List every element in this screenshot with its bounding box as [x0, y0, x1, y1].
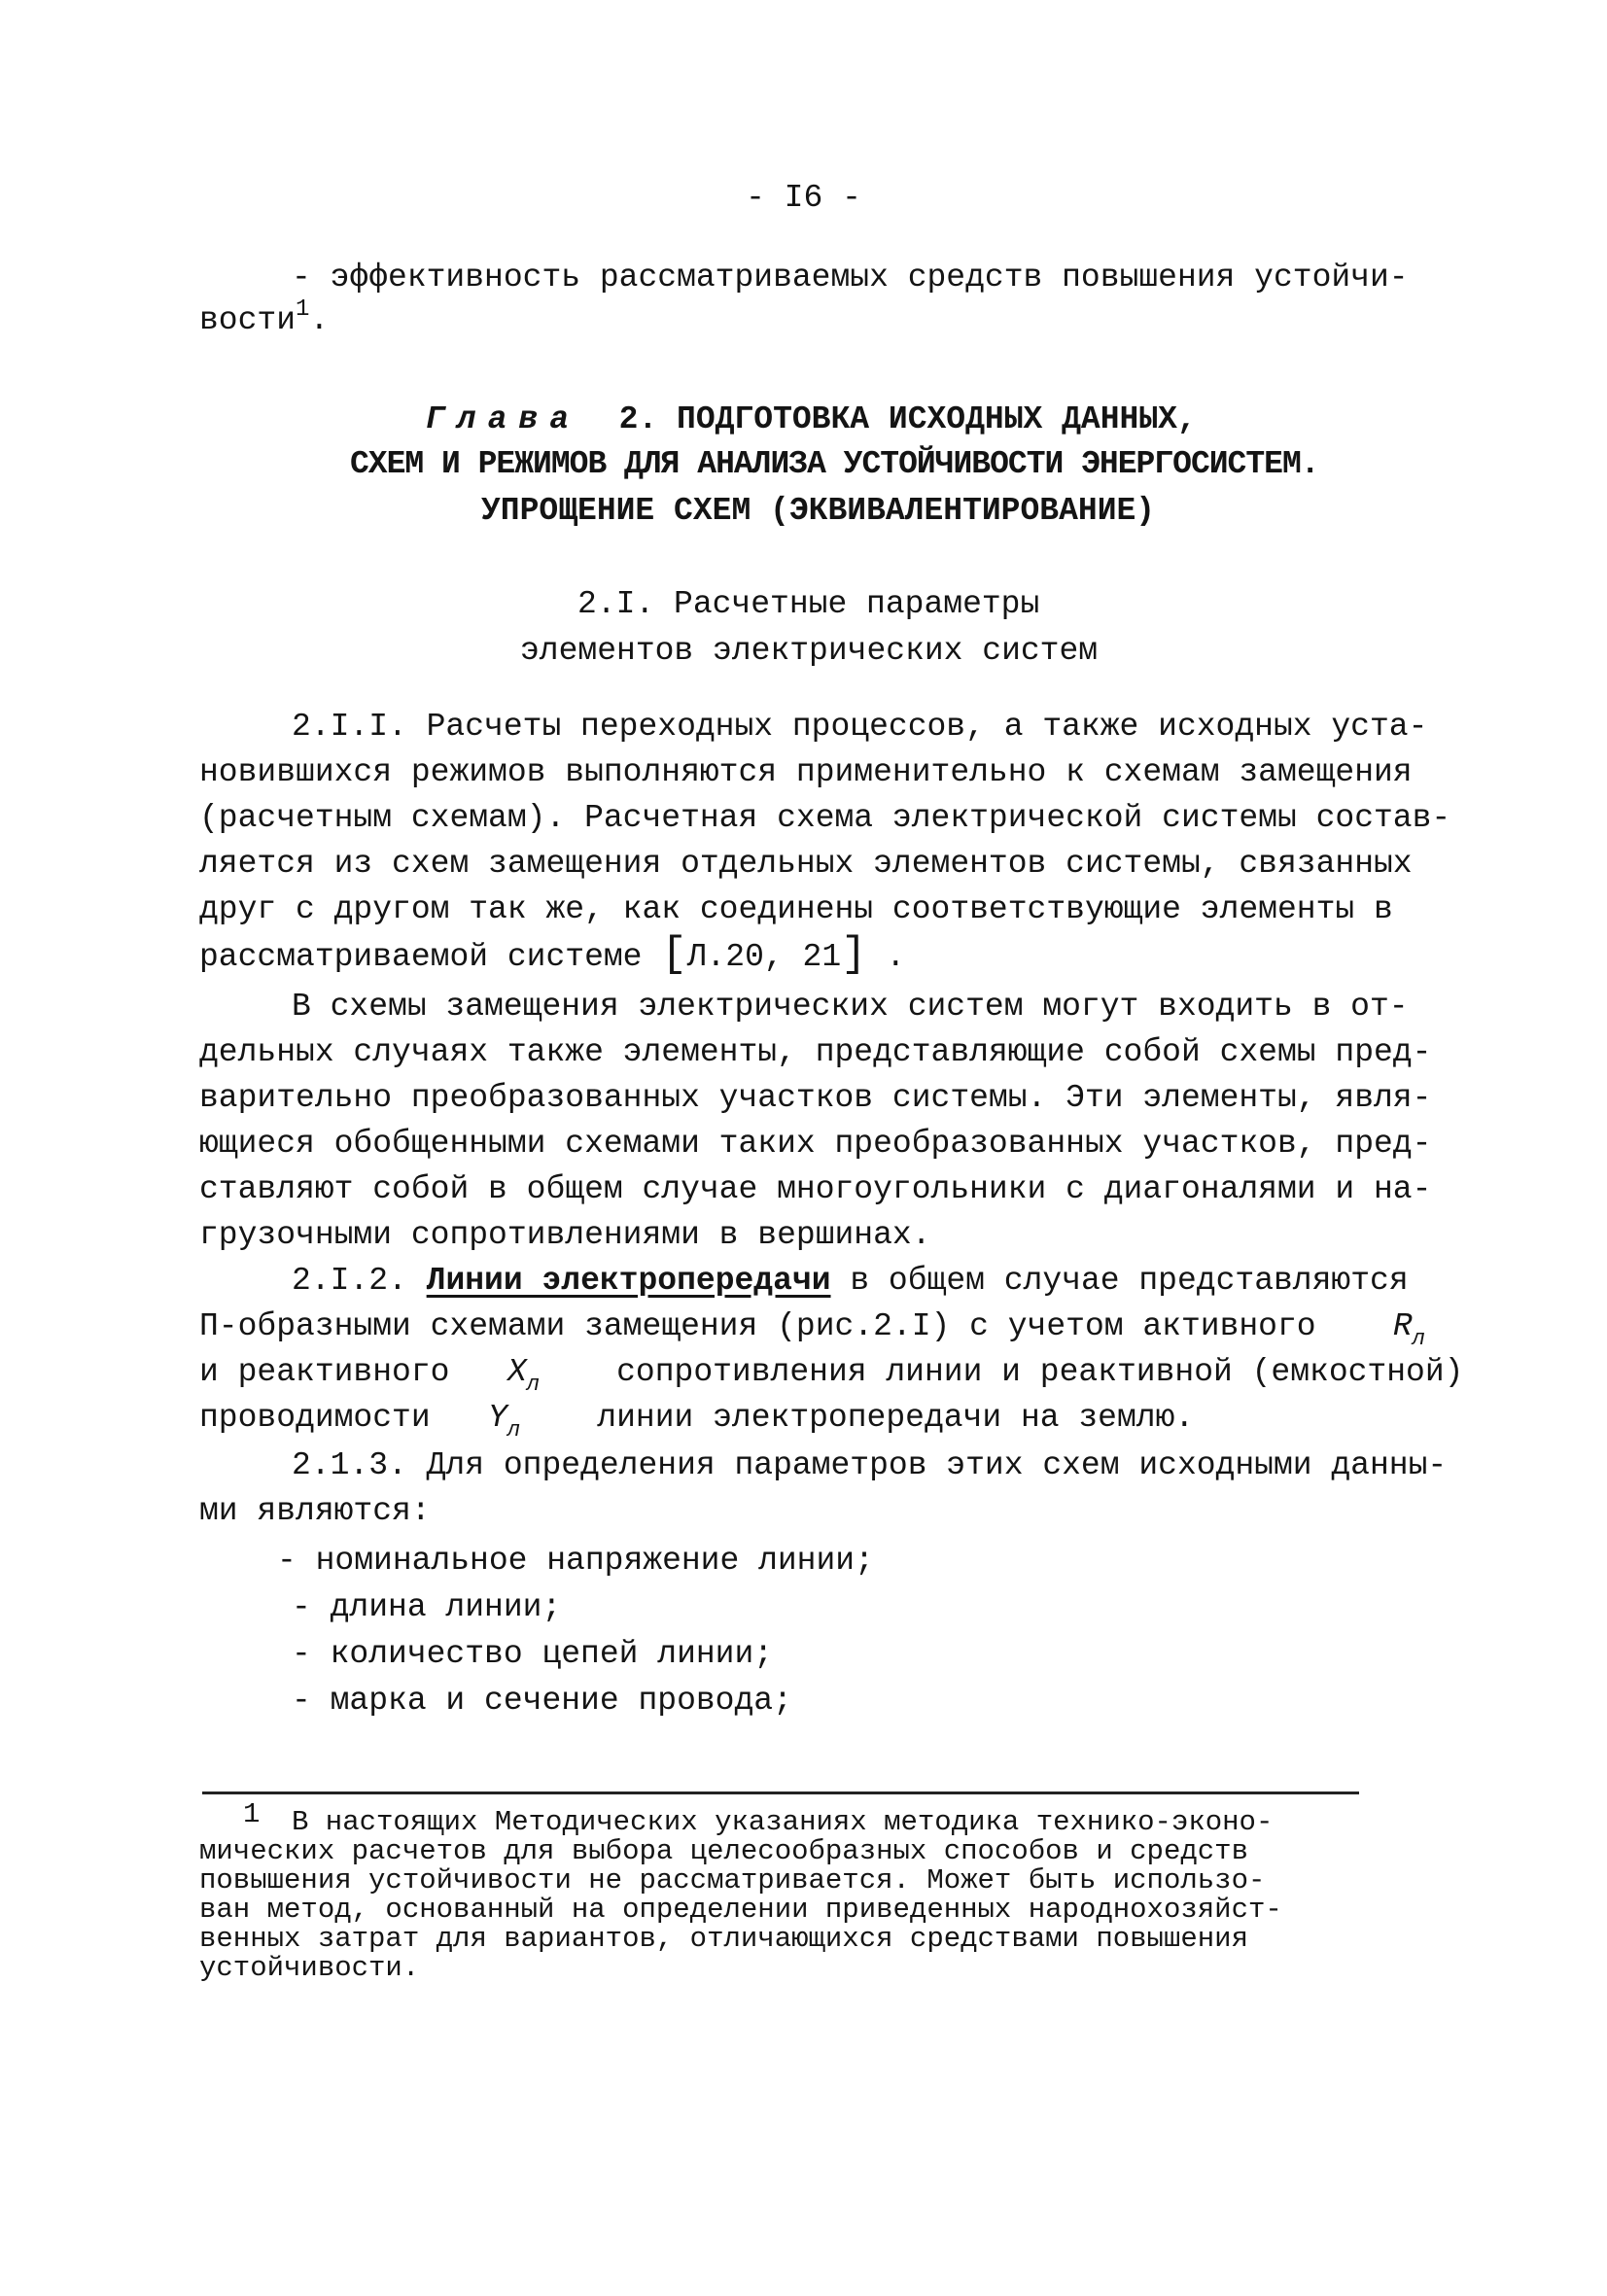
footnote-line: В настоящих Методических указаниях методика технико-эконо-: [292, 1806, 1274, 1838]
list-item: - марка и сечение провода;: [292, 1683, 792, 1719]
literature-reference: Л.20, 21: [686, 939, 842, 975]
list-item: - количество цепей линии;: [292, 1636, 774, 1672]
paragraph-line: новившихся режимов выполняются применительно к схемам замещения: [199, 754, 1413, 790]
paragraph-line: друг с другом так же, как соединены соответствующие элементы в: [199, 891, 1393, 927]
paragraph-line: 2.I.I. Расчеты переходных процессов, а также исходных уста-: [292, 709, 1428, 745]
list-item: - длина линии;: [292, 1589, 562, 1625]
paragraph-line: ющиеся обобщенными схемами таких преобразованных участков, пред-: [199, 1126, 1432, 1162]
paragraph-line: грузочными сопротивлениями в вершинах.: [199, 1217, 931, 1253]
chapter-heading: СХЕМ И РЕЖИМОВ ДЛЯ АНАЛИЗА УСТОЙЧИВОСТИ ЭНЕРГОСИСТЕМ.: [350, 446, 1319, 482]
paragraph-line: и реактивного $X_л$ сопротивления линии и реактивной (емкостной): [199, 1354, 1464, 1397]
section-title: 2.I. Расчетные параметры: [577, 586, 1040, 622]
paragraph-line: (расчетным схемам). Расчетная схема электрической системы состав-: [199, 800, 1451, 836]
term-underlined: Линии электропередачи: [426, 1263, 831, 1299]
chapter-heading: УПРОЩЕНИЕ СХЕМ (ЭКВИВАЛЕНТИРОВАНИЕ): [481, 493, 1156, 529]
footnote-line: устойчивости.: [199, 1952, 420, 1984]
paragraph-line: рассматриваемой системе [Л.20, 21] .: [199, 930, 906, 979]
paragraph-line: 2.1.3. Для определения параметров этих схем исходными данны-: [292, 1447, 1448, 1483]
chapter-heading: Глава 2. ПОДГОТОВКА ИСХОДНЫХ ДАННЫХ,: [426, 401, 1197, 437]
section-title: элементов электрических систем: [520, 633, 1099, 669]
intro-line: - эффективность рассматриваемых средств повышения устойчи-: [292, 260, 1409, 296]
paragraph-line: проводимости $Y_л$ линии электропередачи на землю.: [199, 1400, 1195, 1443]
paragraph-line: варительно преобразованных участков системы. Эти элементы, явля-: [199, 1080, 1432, 1116]
footnote-marker: 1: [243, 1798, 261, 1830]
page-number: - I6 -: [746, 180, 861, 216]
symbol-r: $R_л$: [1392, 1308, 1425, 1351]
paragraph-line: ляется из схем замещения отдельных элементов системы, связанных: [199, 846, 1413, 882]
paragraph-line: П-образными схемами замещения (рис.2.I) с учетом активного $R_л$: [199, 1308, 1425, 1351]
footnote-marker: 1: [296, 296, 310, 323]
footnote-line: венных затрат для вариантов, отличающихся средствами повышения: [199, 1923, 1248, 1955]
symbol-x: $X_л$: [507, 1354, 540, 1397]
footnote-divider: [202, 1792, 1359, 1794]
paragraph-line: ставляют собой в общем случае многоугольники с диагоналями и на-: [199, 1171, 1432, 1207]
footnote-line: ван метод, основанный на определении приведенных народнохозяйст-: [199, 1894, 1282, 1926]
footnote-line: мических расчетов для выбора целесообразных способов и средств: [199, 1835, 1248, 1867]
paragraph-line: 2.I.2. Линии электропередачи в общем случае представляются: [292, 1263, 1409, 1299]
paragraph-line: дельных случаях также элементы, представляющие собой схемы пред-: [199, 1034, 1432, 1070]
paragraph-line: ми являются:: [199, 1493, 431, 1529]
list-item: - номинальное напряжение линии;: [277, 1543, 874, 1579]
intro-line: вости$^1$.: [199, 296, 330, 338]
paragraph-line: В схемы замещения электрических систем могут входить в от-: [292, 989, 1409, 1025]
footnote-line: повышения устойчивости не рассматривается. Может быть использо-: [199, 1864, 1266, 1896]
symbol-y: $Y_л$: [488, 1400, 521, 1443]
